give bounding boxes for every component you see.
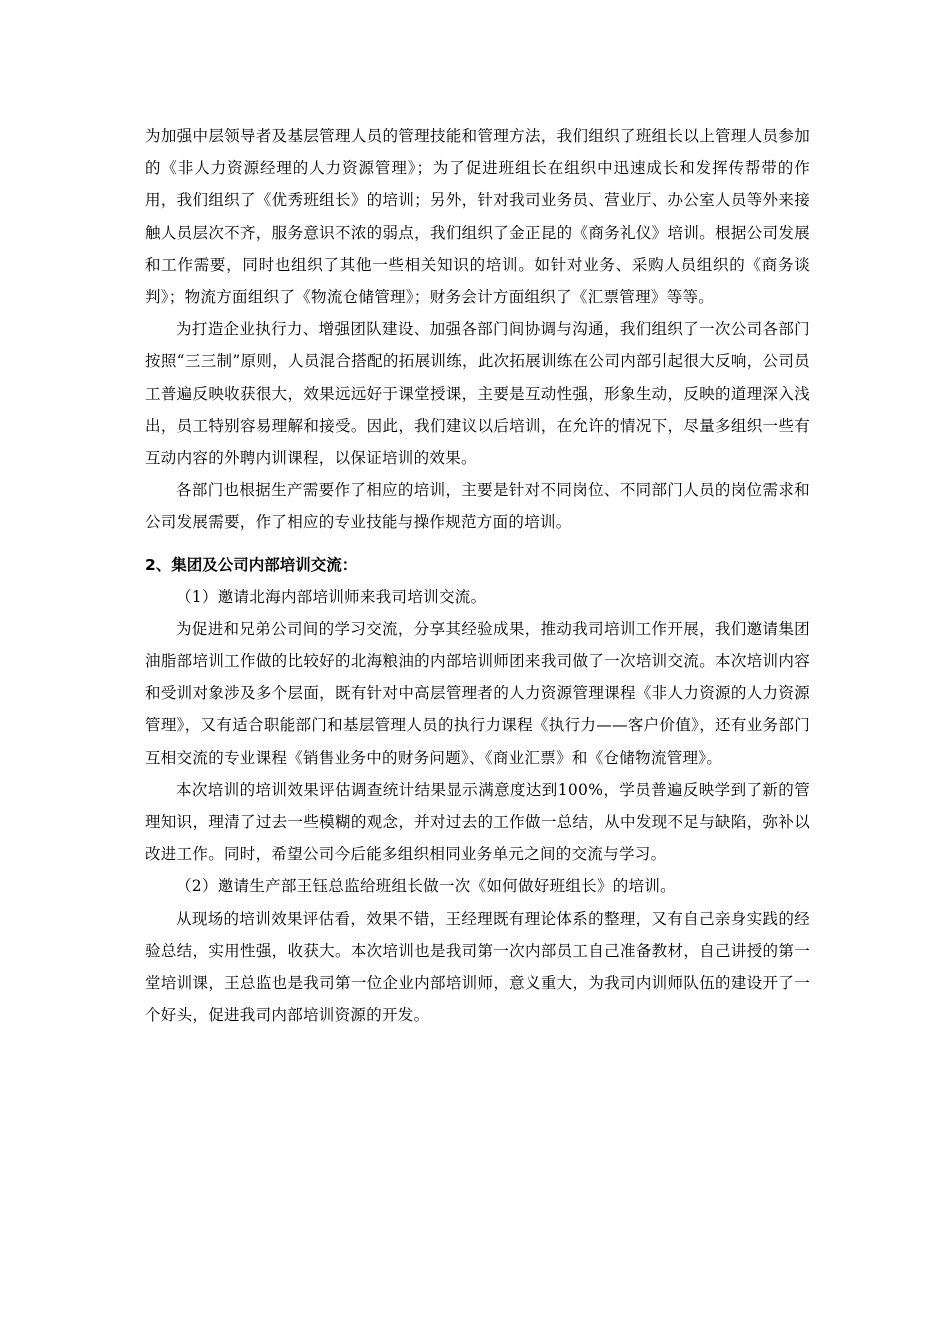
paragraph-outward-training: 为打造企业执行力、增强团队建设、加强各部门间协调与沟通，我们组织了一次公司各部门按照“三三制”原则，人员混合搭配的拓展训练，此次拓展训练在公司内部引起很大反响，公司员工普遍反映收获很大，效果远远好于课堂授课，主要是互动性强，形象生动，反映的道理深入浅出，员工特别容易理解和接受。因此，我们建议以后培训，在允许的情况下，尽量多组织一些有互动内容的外聘内训课程，以保证培训的效果。 [145, 320, 810, 468]
paragraph-internal-trainer: 从现场的培训效果评估看，效果不错，王经理既有理论体系的整理，又有自己亲身实践的经验总结，实用性强，收获大。本次培训也是我司第一次内部员工自己准备教材，自己讲授的第一堂培训课，王总监也是我司第一位企业内部培训师，意义重大，为我司内训师队伍的建设开了一个好头，促进我司内部培训资源的开发。 [145, 909, 810, 1025]
document-page [145, 120, 810, 1031]
paragraph-management-training: 为加强中层领导者及基层管理人员的管理技能和管理方法，我们组织了班组长以上管理人员参加的《非人力资源经理的人力资源管理》；为了促进班组长在组织中迅速成长和发挥传帮带的作用，我们组织了《优秀班组长》的培训；另外，针对我司业务员、营业厅、办公室人员等外来接触人员层次不齐，服务意识不浓的弱点，我们组织了金正昆的《商务礼仪》培训。根据公司发展和工作需要，同时也组织了其他一些相关知识的培训。如针对业务、采购人员组织的《商务谈判》；物流方面组织了《物流仓储管理》；财务会计方面组织了《汇票管理》等等。 [145, 127, 810, 307]
subsection-2-title: （2）邀请生产部王钰总监给班组长做一次《如何做好班组长》的培训。 [176, 877, 676, 896]
paragraph-department-training: 各部门也根据生产需要作了相应的培训，主要是针对不同岗位、不同部门人员的岗位需求和公司发展需要，作了相应的专业技能与操作规范方面的培训。 [145, 481, 810, 532]
paragraph-beihai-exchange: 为促进和兄弟公司间的学习交流，分享其经验成果，推动我司培训工作开展，我们邀请集团油脂部培训工作做的比较好的北海粮油的内部培训师团来我司做了一次培训交流。本次培训内容和受训对象涉及多个层面，既有针对中高层管理者的人力资源管理课程《非人力资源的人力资源管理》，又有适合职能部门和基层管理人员的执行力课程《执行力——客户价值》，还有业务部门互相交流的专业课程《销售业务中的财务问题》、《商业汇票》和《仓储物流管理》。 [145, 619, 810, 767]
paragraph-evaluation-results: 本次培训的培训效果评估调查统计结果显示满意度达到100%，学员普遍反映学到了新的管理知识，理清了过去一些模糊的观念，并对过去的工作做一总结，从中发现不足与缺陷，弥补以改进工作。同时，希望公司今后能多组织相同业务单元之间的交流与学习。 [145, 780, 810, 864]
section-2-heading: 2、集团及公司内部培训交流： [145, 555, 358, 574]
subsection-1-title: （1）邀请北海内部培训师来我司培训交流。 [176, 587, 487, 606]
